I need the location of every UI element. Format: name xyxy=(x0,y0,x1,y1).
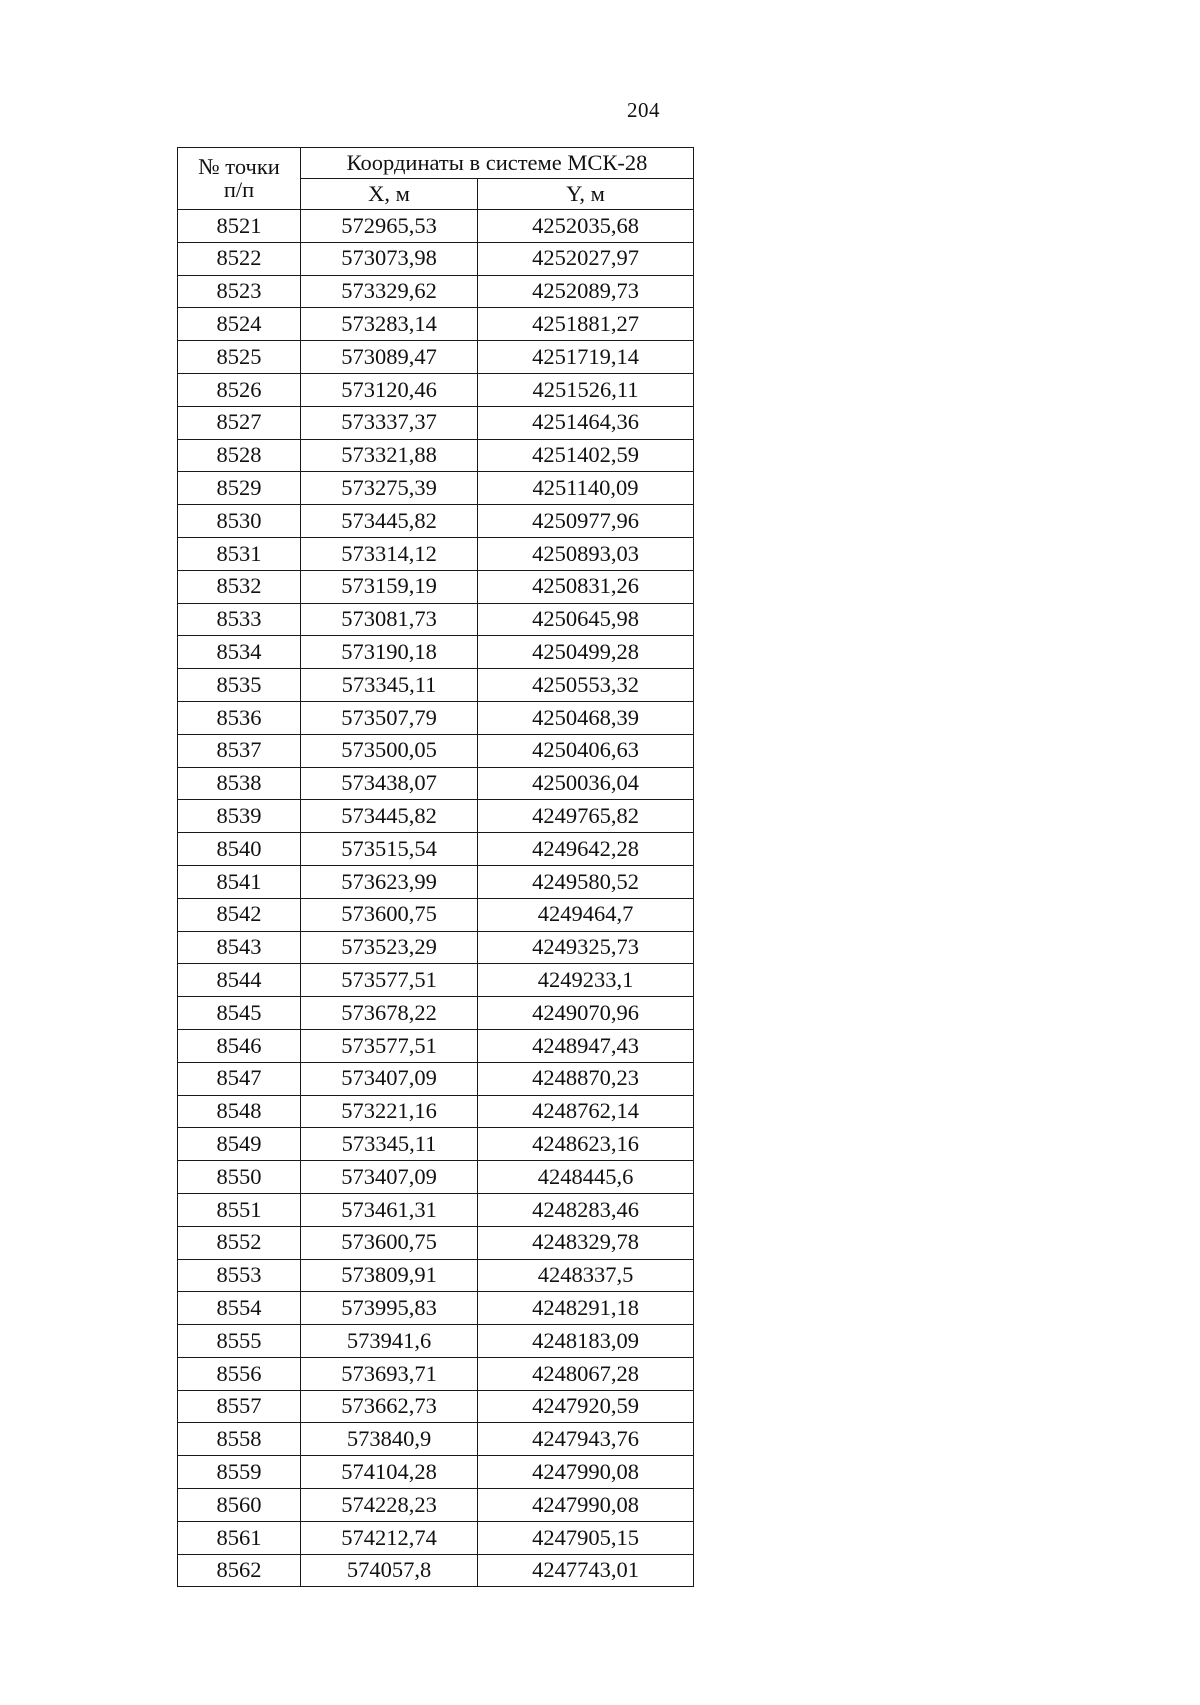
table-row xyxy=(178,800,694,833)
y-coordinate-cell: 4250553,32 xyxy=(478,669,694,702)
y-coordinate-cell: 4250977,96 xyxy=(478,505,694,538)
point-number-cell: 8541 xyxy=(178,865,301,898)
point-number-cell: 8557 xyxy=(178,1390,301,1423)
y-coordinate-cell: 4248183,09 xyxy=(478,1325,694,1358)
point-number-cell: 8526 xyxy=(178,373,301,406)
point-number-cell: 8560 xyxy=(178,1489,301,1522)
y-coordinate-cell: 4248623,16 xyxy=(478,1128,694,1161)
point-number-cell: 8554 xyxy=(178,1292,301,1325)
table-row xyxy=(178,275,694,308)
x-coordinate-cell: 573438,07 xyxy=(301,767,478,800)
point-number-cell: 8544 xyxy=(178,964,301,997)
x-coordinate-cell: 573081,73 xyxy=(301,603,478,636)
table-row xyxy=(178,767,694,800)
x-coordinate-cell: 573120,46 xyxy=(301,373,478,406)
table-row xyxy=(178,669,694,702)
x-coordinate-cell: 573445,82 xyxy=(301,800,478,833)
y-coordinate-cell: 4248291,18 xyxy=(478,1292,694,1325)
y-coordinate-cell: 4248947,43 xyxy=(478,1029,694,1062)
point-number-cell: 8527 xyxy=(178,406,301,439)
x-coordinate-cell: 573693,71 xyxy=(301,1357,478,1390)
table-row xyxy=(178,1259,694,1292)
y-coordinate-cell: 4248870,23 xyxy=(478,1062,694,1095)
x-coordinate-cell: 573461,31 xyxy=(301,1193,478,1226)
x-coordinate-cell: 573407,09 xyxy=(301,1161,478,1194)
point-number-cell: 8546 xyxy=(178,1029,301,1062)
x-coordinate-cell: 573407,09 xyxy=(301,1062,478,1095)
table-row xyxy=(178,898,694,931)
y-column-header: Y, м xyxy=(478,179,694,210)
point-number-cell: 8534 xyxy=(178,636,301,669)
table-row xyxy=(178,1292,694,1325)
y-coordinate-cell: 4251140,09 xyxy=(478,472,694,505)
table-row xyxy=(178,997,694,1030)
table-row xyxy=(178,308,694,341)
x-coordinate-cell: 573577,51 xyxy=(301,1029,478,1062)
point-number-cell: 8552 xyxy=(178,1226,301,1259)
x-coordinate-cell: 573840,9 xyxy=(301,1423,478,1456)
point-number-header-line2: п/п xyxy=(223,176,255,202)
y-coordinate-cell: 4247743,01 xyxy=(478,1554,694,1587)
y-coordinate-cell: 4252089,73 xyxy=(478,275,694,308)
table-row xyxy=(178,1095,694,1128)
y-coordinate-cell: 4252035,68 xyxy=(478,210,694,243)
point-number-cell: 8545 xyxy=(178,997,301,1030)
point-number-cell: 8548 xyxy=(178,1095,301,1128)
y-coordinate-cell: 4251464,36 xyxy=(478,406,694,439)
table-row xyxy=(178,636,694,669)
x-coordinate-cell: 574057,8 xyxy=(301,1554,478,1587)
x-coordinate-cell: 573275,39 xyxy=(301,472,478,505)
x-coordinate-cell: 573577,51 xyxy=(301,964,478,997)
point-number-cell: 8524 xyxy=(178,308,301,341)
y-coordinate-cell: 4247990,08 xyxy=(478,1456,694,1489)
y-coordinate-cell: 4249464,7 xyxy=(478,898,694,931)
x-coordinate-cell: 573329,62 xyxy=(301,275,478,308)
point-number-cell: 8559 xyxy=(178,1456,301,1489)
table-row xyxy=(178,833,694,866)
point-number-cell: 8543 xyxy=(178,931,301,964)
table-row xyxy=(178,505,694,538)
point-number-cell: 8525 xyxy=(178,341,301,374)
y-coordinate-cell: 4249580,52 xyxy=(478,865,694,898)
x-coordinate-cell: 573623,99 xyxy=(301,865,478,898)
table-row xyxy=(178,1521,694,1554)
y-coordinate-cell: 4247943,76 xyxy=(478,1423,694,1456)
x-coordinate-cell: 573515,54 xyxy=(301,833,478,866)
point-number-cell: 8562 xyxy=(178,1554,301,1587)
y-coordinate-cell: 4249765,82 xyxy=(478,800,694,833)
point-number-cell: 8531 xyxy=(178,537,301,570)
table-row xyxy=(178,406,694,439)
x-coordinate-cell: 573445,82 xyxy=(301,505,478,538)
table-row xyxy=(178,701,694,734)
x-coordinate-cell: 572965,53 xyxy=(301,210,478,243)
y-coordinate-cell: 4251719,14 xyxy=(478,341,694,374)
point-number-cell: 8553 xyxy=(178,1259,301,1292)
table-row xyxy=(178,242,694,275)
table-row xyxy=(178,1357,694,1390)
point-number-cell: 8521 xyxy=(178,210,301,243)
table-row xyxy=(178,734,694,767)
table-row xyxy=(178,1062,694,1095)
y-coordinate-cell: 4249233,1 xyxy=(478,964,694,997)
table-row xyxy=(178,1161,694,1194)
x-coordinate-cell: 573523,29 xyxy=(301,931,478,964)
y-coordinate-cell: 4247990,08 xyxy=(478,1489,694,1522)
x-coordinate-cell: 573995,83 xyxy=(301,1292,478,1325)
x-coordinate-cell: 573600,75 xyxy=(301,898,478,931)
table-row xyxy=(178,1029,694,1062)
y-coordinate-cell: 4248067,28 xyxy=(478,1357,694,1390)
table-row xyxy=(178,373,694,406)
y-coordinate-cell: 4252027,97 xyxy=(478,242,694,275)
x-coordinate-cell: 574228,23 xyxy=(301,1489,478,1522)
x-coordinate-cell: 574212,74 xyxy=(301,1521,478,1554)
y-coordinate-cell: 4250645,98 xyxy=(478,603,694,636)
y-coordinate-cell: 4248337,5 xyxy=(478,1259,694,1292)
table-row xyxy=(178,472,694,505)
point-number-cell: 8522 xyxy=(178,242,301,275)
table-row xyxy=(178,603,694,636)
table-row xyxy=(178,931,694,964)
table-row xyxy=(178,865,694,898)
x-coordinate-cell: 573283,14 xyxy=(301,308,478,341)
x-coordinate-cell: 573337,37 xyxy=(301,406,478,439)
point-number-cell: 8547 xyxy=(178,1062,301,1095)
point-number-cell: 8535 xyxy=(178,669,301,702)
coordinates-table xyxy=(177,147,694,1587)
x-coordinate-cell: 573159,19 xyxy=(301,570,478,603)
x-coordinate-cell: 573321,88 xyxy=(301,439,478,472)
table-row xyxy=(178,1423,694,1456)
point-number-cell: 8558 xyxy=(178,1423,301,1456)
point-number-cell: 8533 xyxy=(178,603,301,636)
y-coordinate-cell: 4251881,27 xyxy=(478,308,694,341)
x-coordinate-cell: 573345,11 xyxy=(301,1128,478,1161)
x-coordinate-cell: 573500,05 xyxy=(301,734,478,767)
x-coordinate-cell: 573507,79 xyxy=(301,701,478,734)
y-coordinate-cell: 4249070,96 xyxy=(478,997,694,1030)
point-number-cell: 8549 xyxy=(178,1128,301,1161)
table-body xyxy=(178,210,694,1587)
y-coordinate-cell: 4249642,28 xyxy=(478,833,694,866)
point-number-cell: 8551 xyxy=(178,1193,301,1226)
x-coordinate-cell: 573221,16 xyxy=(301,1095,478,1128)
table-row xyxy=(178,1128,694,1161)
x-column-header: X, м xyxy=(301,179,478,210)
table-row xyxy=(178,1325,694,1358)
x-coordinate-cell: 573345,11 xyxy=(301,669,478,702)
y-coordinate-cell: 4248445,6 xyxy=(478,1161,694,1194)
y-coordinate-cell: 4251526,11 xyxy=(478,373,694,406)
x-coordinate-cell: 573678,22 xyxy=(301,997,478,1030)
table-row xyxy=(178,964,694,997)
x-coordinate-cell: 573073,98 xyxy=(301,242,478,275)
y-coordinate-cell: 4250831,26 xyxy=(478,570,694,603)
table-row xyxy=(178,570,694,603)
table-row xyxy=(178,1554,694,1587)
y-coordinate-cell: 4250406,63 xyxy=(478,734,694,767)
x-coordinate-cell: 573941,6 xyxy=(301,1325,478,1358)
table-row xyxy=(178,1193,694,1226)
point-number-cell: 8537 xyxy=(178,734,301,767)
table-row xyxy=(178,1456,694,1489)
point-number-cell: 8561 xyxy=(178,1521,301,1554)
y-coordinate-cell: 4248762,14 xyxy=(478,1095,694,1128)
table-header xyxy=(178,148,694,210)
point-number-cell: 8523 xyxy=(178,275,301,308)
point-number-cell: 8540 xyxy=(178,833,301,866)
table-row xyxy=(178,439,694,472)
y-coordinate-cell: 4250036,04 xyxy=(478,767,694,800)
page-number: 204 xyxy=(627,98,660,122)
table-row xyxy=(178,537,694,570)
x-coordinate-cell: 574104,28 xyxy=(301,1456,478,1489)
table-row xyxy=(178,210,694,243)
point-number-header-line1: № точки xyxy=(198,154,280,179)
point-number-cell: 8542 xyxy=(178,898,301,931)
y-coordinate-cell: 4250499,28 xyxy=(478,636,694,669)
table-row xyxy=(178,1226,694,1259)
y-coordinate-cell: 4248329,78 xyxy=(478,1226,694,1259)
point-number-cell: 8530 xyxy=(178,505,301,538)
point-number-cell: 8538 xyxy=(178,767,301,800)
y-coordinate-cell: 4251402,59 xyxy=(478,439,694,472)
x-coordinate-cell: 573190,18 xyxy=(301,636,478,669)
x-coordinate-cell: 573089,47 xyxy=(301,341,478,374)
y-coordinate-cell: 4247920,59 xyxy=(478,1390,694,1423)
y-coordinate-cell: 4247905,15 xyxy=(478,1521,694,1554)
x-coordinate-cell: 573314,12 xyxy=(301,537,478,570)
point-number-cell: 8536 xyxy=(178,701,301,734)
point-number-cell: 8556 xyxy=(178,1357,301,1390)
y-coordinate-cell: 4250893,03 xyxy=(478,537,694,570)
point-number-cell: 8555 xyxy=(178,1325,301,1358)
x-coordinate-cell: 573600,75 xyxy=(301,1226,478,1259)
point-number-cell: 8529 xyxy=(178,472,301,505)
table-row xyxy=(178,1489,694,1522)
y-coordinate-cell: 4249325,73 xyxy=(478,931,694,964)
table-row xyxy=(178,341,694,374)
point-number-cell: 8528 xyxy=(178,439,301,472)
x-coordinate-cell: 573809,91 xyxy=(301,1259,478,1292)
y-coordinate-cell: 4250468,39 xyxy=(478,701,694,734)
x-coordinate-cell: 573662,73 xyxy=(301,1390,478,1423)
point-number-cell: 8550 xyxy=(178,1161,301,1194)
y-coordinate-cell: 4248283,46 xyxy=(478,1193,694,1226)
table-row xyxy=(178,1390,694,1423)
point-number-cell: 8532 xyxy=(178,570,301,603)
point-number-header xyxy=(178,148,301,210)
point-number-cell: 8539 xyxy=(178,800,301,833)
coordinates-group-header: Координаты в системе МСК-28 xyxy=(301,148,694,179)
